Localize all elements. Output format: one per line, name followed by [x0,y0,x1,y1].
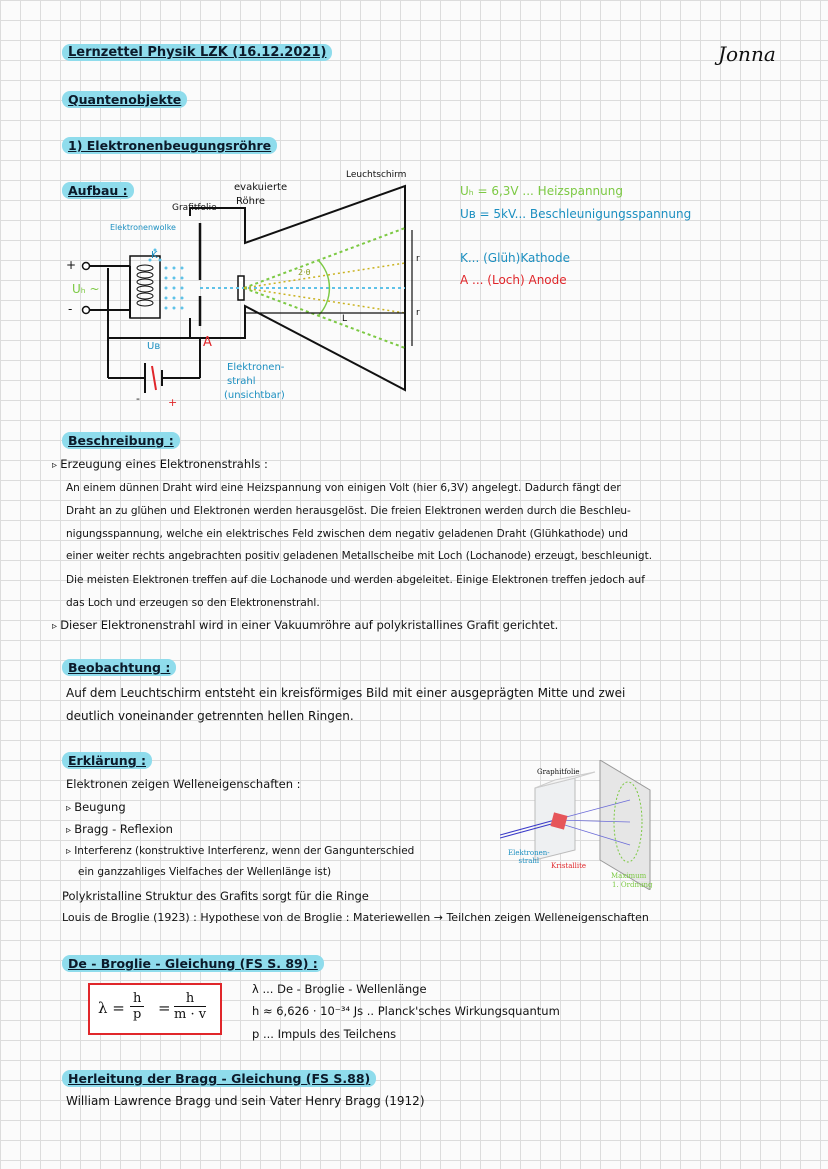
erklaerung-bullet-2: ▹ Bragg - Reflexion [66,822,173,836]
bragg-heading: Herleitung der Bragg - Gleichung (FS S.88) [62,1070,376,1087]
debroglie-def-1: λ ... De - Broglie - Wellenlänge [252,982,427,996]
fig-label-strahl: Elektronen- strahl [508,849,550,865]
bragg-line: William Lawrence Bragg und sein Vater Henry Bragg (1912) [66,1094,425,1108]
label-elektronenwolke: Elektronenwolke [110,223,176,232]
formula-h-1: h [130,991,144,1007]
beschreibung-bullet-2: ▹ Dieser Elektronenstrahl wird in einer Vakuumröhre auf polykristallines Grafit gerichtet. [52,618,558,632]
fig-label-maximum-2: 1. Ordnung [612,881,653,889]
label-kathode: K [151,250,158,261]
label-leuchtschirm: Leuchtschirm [346,170,407,180]
debroglie-def-3: p ... Impuls des Teilchens [252,1027,397,1041]
label-l: L [342,314,348,324]
diffraction-figure [500,760,660,890]
formula-p: p [133,1007,142,1022]
formula-fraction-2 [174,991,206,1022]
label-angle: 2·θ [298,268,311,277]
beschreibung-heading: Beschreibung : [62,432,180,449]
label-battery-plus: + [168,396,178,409]
label-r-bottom: r [416,308,420,318]
beobachtung-line-2: deutlich voneinander getrennten hellen Ringen. [66,709,354,723]
label-uh: Uₕ ~ [72,282,100,296]
debroglie-def-2: h ≈ 6,626 · 10⁻³⁴ Js .. Planck'sches Wirkungsquantum [252,1004,560,1018]
erklaerung-line-2: Louis de Broglie (1923) : Hypothese von de Broglie : Materiewellen → Teilchen zeigen Welleneigenschaften [62,911,649,924]
topic-heading: Quantenobjekte [62,91,187,108]
page-title: Lernzettel Physik LZK (16.12.2021) [62,44,332,61]
erklaerung-heading: Erklärung : [62,752,152,769]
legend-ub: Uʙ = 5kV... Beschleunigungsspannung [460,207,692,221]
label-battery-minus: - [136,392,140,405]
legend-uh: Uₕ = 6,3V ... Heizspannung [460,184,623,198]
beschreibung-line-2: Draht an zu glühen und Elektronen werden herausgelöst. Die freien Elektronen werden durch die Beschleu- [66,505,631,517]
aufbau-heading: Aufbau : [62,182,134,199]
beschreibung-line-3: nigungsspannung, welche ein elektrisches Feld zwischen dem negativ geladenen Draht (Glühkathode) und [66,528,629,540]
legend-k: K... (Glüh)Kathode [460,251,570,265]
debroglie-heading: De - Broglie - Gleichung (FS S. 89) : [62,955,324,972]
erklaerung-bullet-3: ▹ Interferenz (konstruktive Interferenz, wenn der Gangunterschied [66,845,414,857]
debroglie-formula-box [88,983,222,1035]
beschreibung-bullet-1: ▹ Erzeugung eines Elektronenstrahls : [52,457,268,471]
formula-mv: m · v [174,1007,207,1022]
beschreibung-line-1: An einem dünnen Draht wird eine Heizspannung von einigen Volt (hier 6,3V) angelegt. Dadurch fängt der [66,482,621,494]
erklaerung-bullet-1: ▹ Beugung [66,800,126,814]
erklaerung-line-1: Polykristalline Struktur des Grafits sorgt für die Ringe [62,889,369,903]
beschreibung-line-6: das Loch und erzeugen so den Elektronenstrahl. [66,597,320,609]
formula-equals: = [158,999,171,1017]
fig-label-maximum-1: Maximum [611,872,647,880]
label-strahl-3: (unsichtbar) [224,390,285,401]
author-name: Jonna [718,42,776,66]
fig-label-graphitfolie: Graphitfolie [537,768,580,776]
legend-a: A ... (Loch) Anode [460,273,567,287]
erklaerung-bullet-3b: ein ganzzahliges Vielfaches der Wellenlänge ist) [78,866,332,878]
formula-fraction-1 [130,991,144,1022]
label-minus-terminal: - [68,302,73,316]
label-evakuierte: evakuierte [234,182,288,193]
label-r-top: r [416,254,420,264]
label-plus-terminal: + [66,258,77,272]
beobachtung-line-1: Auf dem Leuchtschirm entsteht ein kreisförmiges Bild mit einer ausgeprägten Mitte und zwei [66,686,626,700]
label-grafitfolie: Grafitfolie [172,203,217,213]
label-strahl-1: Elektronen- [227,362,285,373]
label-ub: Uʙ [147,341,161,352]
formula-lambda: λ = [98,999,125,1017]
label-strahl-2: strahl [227,376,256,387]
beschreibung-line-5: Die meisten Elektronen treffen auf die Lochanode und werden abgeleitet. Einige Elektronen treffen jedoch auf [66,574,645,586]
erklaerung-intro: Elektronen zeigen Welleneigenschaften : [66,777,301,791]
beobachtung-heading: Beobachtung : [62,659,176,676]
label-anode: A [203,335,212,350]
section-heading: 1) Elektronenbeugungsröhre [62,137,277,154]
fig-label-kristallite: Kristallite [551,862,587,870]
beschreibung-line-4: einer weiter rechts angebrachten positiv geladenen Metallscheibe mit Loch (Lochanode) erzeugt, beschleunigt. [66,550,653,562]
formula-h-2: h [174,991,206,1007]
label-roehre: Röhre [236,196,265,207]
